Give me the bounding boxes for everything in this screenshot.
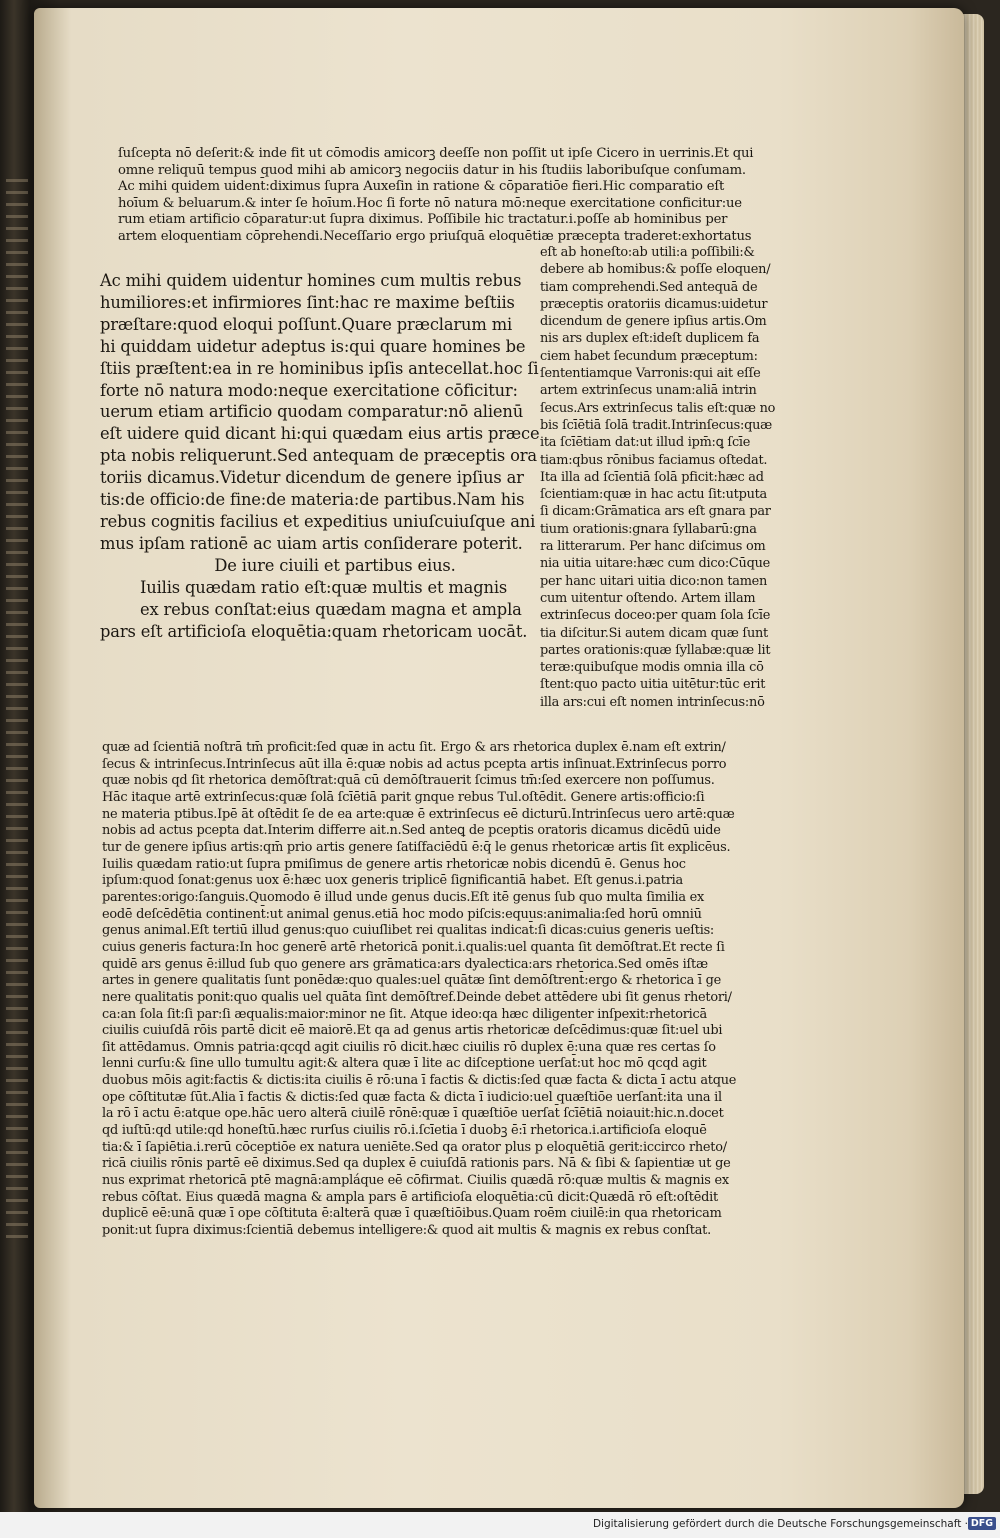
text-line: toriis dicamus.Videtur dicendum de genere ipſius ar (100, 468, 524, 488)
text-line: illa ars:cui eſt nomen intrinſecus:nō (540, 694, 765, 710)
text-line: quidē ars genus ē:illud ſub quo genere ars grāmatica:ars dyalectica:ars rhetorica.Sed omēs iſtæ (102, 956, 708, 972)
text-line: quæ nobis qd ſit rhetorica demōſtrat:quā cū demōſtrauerit ſcimus tm̄:ſed exercere non poſſumus. (102, 773, 715, 789)
text-line: ope cōſtitutæ ſūt.Alia ī factis & dictis:ſed quæ facta & dicta ī iudicio:uel quæſtiōe uerſant̄:ita una il (102, 1089, 722, 1105)
text-line: ſtiis præſtent:ea in re hominibus ipſis antecellat.hoc ſi (100, 358, 539, 378)
text-line: tis:de officio:de fine:de materia:de partibus.Nam his (100, 490, 525, 510)
text-line: rum etiam artificio cōparatur:ut ſupra diximus. Poſſibile hic tractatur.i.poſſe ab hominibus per (118, 212, 728, 228)
text-line: quæ ad ſcientiā noſtrā tm̄ proficit:ſed quæ in actu ſit. Ergo & ars rhetorica duplex ē.nam eſt extrin/ (102, 740, 726, 755)
text-line: debere ab homibus:& poſſe eloquen/ (540, 262, 771, 278)
text-line: nus exprimat rhetoricā ptē magnā:ampláque eē cōfirmat. Ciuilis quædā rō:quæ multis & magnis ex (102, 1173, 729, 1189)
text-line: rebus cognitis facilius et expeditius uniuſcuiuſque ani (100, 511, 536, 531)
text-line: præceptis oratoriis dicamus:uidetur (540, 296, 768, 312)
text-line: qd iuſtū:qd utile:qd honeſtū.hæc rurſus ciuilis rō.i.ſcīetia ī duobꝫ ē:ī rhetorica.i.artificioſa eloquē (102, 1123, 707, 1139)
text-line: rebus cōſtat. Eius quædā magna & ampla pars ē artificioſa eloquētia:cū dicit:Quædā rō eſt:oſtēdit (102, 1189, 718, 1205)
commentary-bottom-block (102, 740, 830, 1240)
text-line: hi quiddam uidetur adeptus is:qui quare homines be (100, 336, 526, 356)
text-line: la rō ī actu ē:atque ope.hāc uero alterā ciuilē rōnē:quæ ī quæſtiōe uerſat̄ ſcīētiā noiauit:hic.n.docet (102, 1106, 724, 1122)
text-line: ſecus.Ars extrinſecus talis eſt:quæ no (540, 400, 776, 416)
text-line: ſententiamque Varronis:qui ait eſſe (540, 366, 761, 382)
text-line: præſtare:quod eloqui poſſunt.Quare præclarum mi (100, 314, 513, 334)
text-line: ſecus & intrinſecus.Intrinſecus aūt illa ē:quæ nobis ad actus pcepta artis inſinuat.Extrinſecus porro (102, 756, 727, 772)
text-line: tiam:qbus rōnibus faciamus oſtedat. (540, 452, 768, 468)
text-line: tium orationis:gnara ſyllabarū:gna (540, 521, 757, 537)
text-line: Iuilis quædam ratio eſt:quæ multis et magnis (140, 577, 508, 597)
text-line: Iuilis quædam ratio:ut ſupra pmiſimus de genere artis rhetoricæ nobis dicendū ē. Genus hoc (102, 856, 686, 872)
text-line: duplicē eē:unā quæ ī ope cōſtituta ē:alterā quæ ī quæſtiōibus.Quam roēm ciuilē:in qua rhetoricam (102, 1206, 722, 1222)
text-line: nis ars duplex eſt:ideſt duplicem fa (540, 331, 760, 347)
text-line: nere qualitatis ponit:quo qualis uel quāta ſint demōſtref.Deinde debet attēdere ubi ſit genus rhetori/ (102, 989, 732, 1005)
text-line: nobis ad actus pcepta dat.Interim differre ait.n.Sed anteꝗ de pceptis oratoris dicamus dicēdū uide (102, 823, 721, 839)
text-line: parentes:origo:ſanguis.Quomodo ē illud unde genus ducis.Eſt itē genus ſub quo multa ſimilia ex (102, 889, 705, 905)
text-line: dicendum de genere ipſius artis.Om (540, 314, 767, 330)
facing-page-edge (0, 170, 32, 1270)
text-line: per hanc uitari uitia dico:non tamen (540, 573, 768, 589)
text-line: ſcientiam:quæ in hac actu ſit:utputa (540, 487, 767, 503)
text-line: eſt ab honeſto:ab utili:a poſſibili:& (540, 245, 755, 260)
text-line: nia uitia uitare:hæc cum dico:Cūque (540, 556, 771, 572)
text-line: ricā ciuilis rōnis partē eē diximus.Sed qa duplex ē cuiuſdā rationis pars. Nā & ſibi & ſapientiæ ut ge (102, 1156, 731, 1172)
text-line: ſuſcepta nō deſerit:& inde fit ut cōmodis amicorꝫ deeſſe non poſſit ut ipſe Cicero in uerrinis.Et qui (118, 146, 754, 161)
text-line: duobus mōis agit:factis & dictis:ita ciuilis ē rō:una ī factis & dictis:ſed quæ facta & dicta ī actu atque (102, 1073, 737, 1089)
text-line: ca:an ſola ſit:ſi par:ſi æqualis:maior:minor ne ſit. Atque ideo:qa hæc diligenter inſpexit:rhetoricā (102, 1006, 707, 1022)
commentary-side-column (540, 244, 820, 711)
text-line: pars eſt artificioſa eloquētia:quam rhetoricam uocāt. (100, 621, 528, 641)
text-line: ex rebus conſtat:eius quædam magna et ampla (140, 599, 522, 619)
text-line: cum uitentur oſtendo. Artem illam (540, 590, 756, 606)
text-line: artes in genere qualitatis ſunt ponēdæ:quo quales:uel quātæ ſint demōſtrent̄:ergo & rhetorica ī ge (102, 973, 721, 989)
text-line: Ita illa ad ſcīentiā ſolā pficit:hæc ad (540, 469, 764, 485)
text-line: artem extrinſecus unam:aliā intrin (540, 383, 757, 399)
text-line: teræ:quibuſque modis omnia illa cō (540, 660, 764, 676)
text-line: hoīum & beluarum.& inter ſe hoīum.Hoc ſi forte nō natura mō:neque exercitatione conficitur:ue (118, 195, 742, 211)
dfg-logo: DFG (968, 1517, 996, 1530)
text-line: bis ſcīētiā ſolā tradit.Intrinſecus:quæ (540, 417, 772, 433)
text-line: tia:& ī ſapiētia.i.rerū cōceptiōe ex natura ueniēte.Sed qa orator plus p eloquētiā gerit:iccirco rheto/ (102, 1139, 727, 1155)
text-line: mus ipſam rationē ac uiam artis conſiderare poterit. (100, 533, 523, 553)
text-line: tur de genere ipſius artis:qm̄ prio artis genere ſatiſfaciēdū ē:q̄ le genus rhetoricæ artis ſit explicēus. (102, 839, 731, 855)
text-line: partes orationis:quæ ſyllabæ:quæ lit (540, 642, 771, 658)
text-line: tiam comprehendi.Sed antequā de (540, 279, 758, 295)
text-line: artem eloquentiam cōprehendi.Neceſſario ergo priuſquā eloquētiæ præcepta traderet:exhortatus (118, 228, 752, 244)
text-line: ſi dicam:Grāmatica ars eſt gnara par (540, 504, 771, 520)
text-line: tia diſcitur.Si autem dicam quæ ſunt (540, 625, 768, 641)
text-line: ita ſcīētiam dat:ut illud ipm̄:ꝗ ſcīe (540, 435, 751, 451)
section-heading: De iure ciuili et partibus eius. (214, 555, 456, 575)
text-line: forte nō natura modo:neque exercitatione cōficitur: (100, 380, 518, 400)
text-line: humiliores:et infirmiores ſint:hac re maxime beſtiis (100, 292, 515, 312)
text-line: ciem habet ſecundum præceptum: (540, 348, 758, 364)
text-line: ciuilis cuiuſdā rōis partē dicit eē maiorē.Et qa ad genus artis rhetoricæ deſcēdimus:quæ ſit:uel ubi (102, 1023, 723, 1039)
text-line: ne materia ptibus.Ipē āt oſtēdit ſe de ea arte:quæ ē extrinſecus eē dicturū.Intrinſecus uero artē:quæ (102, 806, 735, 822)
text-line: ſit attēdamus. Omnis patria:qcqd agit ciuilis rō dicit.hæc ciuilis rō duplex ē:una quæ res certas ſo (102, 1039, 716, 1055)
text-line: genus animal.Eſt tertiū illud genus:quo cuiuſlibet rei qualitas indicat̄:ſi dicas:cuius generis ueſtis: (102, 923, 715, 939)
text-line: pta nobis reliquerunt.Sed antequam de præceptis ora (100, 446, 537, 466)
text-line: Ac mihi quidem uident̄:diximus ſupra Auxeſin in ratione & cōparatiōe fieri.Hic comparatio eſt (118, 179, 725, 195)
text-line: Hāc itaque artē extrinſecus:quæ ſolā ſcīētiā parit gnque rebus Tul.oſtēdit. Genere artis:officio:ſi (102, 789, 705, 805)
footer-credit: Digitalisierung gefördert durch die Deutsche Forschungsgemeinschaft · (592, 1518, 968, 1530)
text-line: Ac mihi quidem uidentur homines cum multis rebus (100, 271, 522, 290)
text-line: ponit:ut ſupra diximus:ſcientiā debemus intelligere:& quod ait multis & magnis ex rebus conſtat. (102, 1223, 711, 1239)
text-line: eodē deſcēdētia continent̄:ut animal genus.etiā hoc modo piſcis:equus:animalia:ſed horū omniū (102, 906, 702, 922)
text-line: cuius generis factura:In hoc generē artē rhetoricā ponit.i.qualis:uel quanta ſit demōſtrat.Et recte ſi (102, 939, 725, 955)
text-line: omne reliquū tempus quod mihi ab amicorꝫ negociis datur in his ſtudiis laboribuſque conſumam. (118, 162, 746, 178)
text-line: ipſum:quod ſonat:genus uox ē:hæc uox generis triplicē ſignificantiā habet. Eſt genus.i.patria (102, 873, 683, 889)
text-line: ſtent:quo pacto uitia uitētur:tūc erit (540, 677, 766, 693)
text-line: lenni curſu:& ſine ullo tumultu agit:& altera quæ ī lite ac diſceptione uerſat̄:ut hoc mō qcqd agit (102, 1056, 707, 1072)
text-line: uerum etiam artificio quodam comparatur:nō alienū (100, 402, 524, 422)
text-line: ra litterarum. Per hanc diſcimus om (540, 539, 766, 555)
text-line: extrinſecus doceo:per quam ſola ſcīe (540, 608, 771, 624)
main-text-column (100, 270, 540, 642)
text-line: eſt uidere quid dicant hi:qui quædam eius artis præce (100, 424, 540, 444)
commentary-top-block (118, 146, 828, 246)
